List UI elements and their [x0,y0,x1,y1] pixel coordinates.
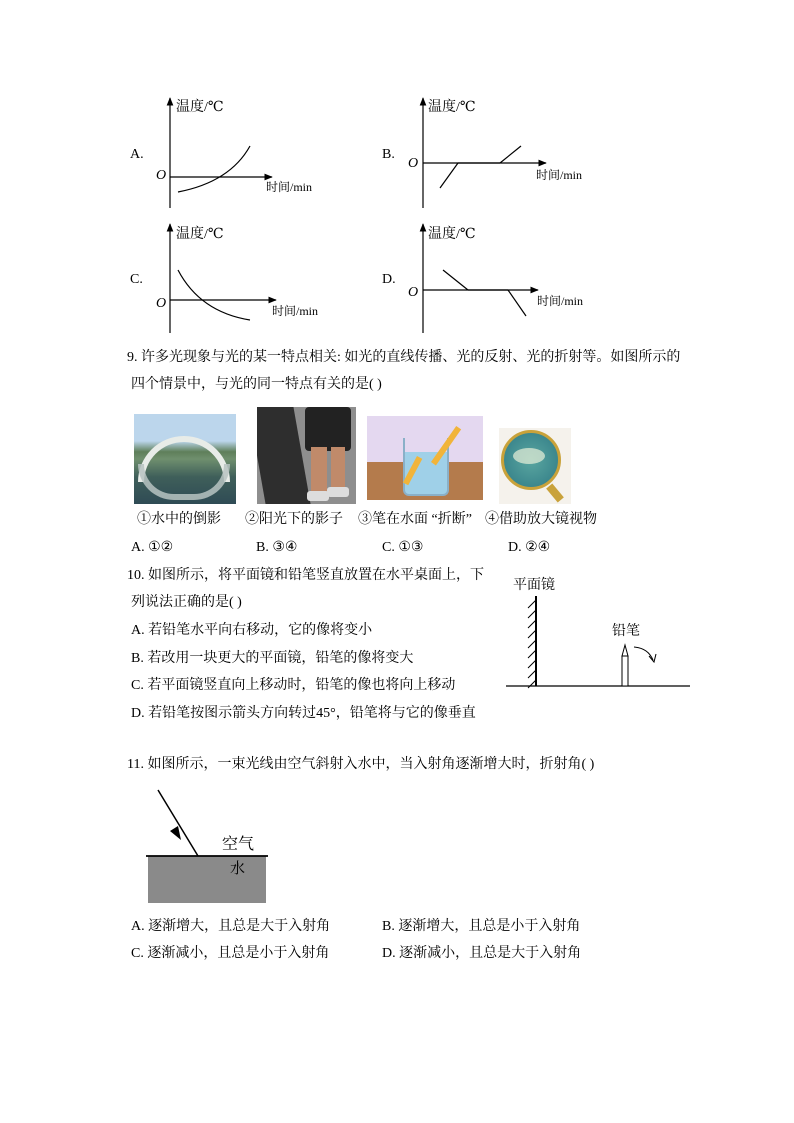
q11-air-label: 空气 [222,834,255,853]
q11-option-c[interactable]: C. 逐渐减小，且总是小于入射角 [131,946,330,961]
magnifier-image [499,428,571,504]
q11-option-a[interactable]: A. 逐渐增大，且总是大于入射角 [131,919,331,934]
q10-option-d[interactable]: D. 若铅笔按图示箭头方向转过45°，铅笔将与它的像垂直 [131,706,476,721]
q9-option-a[interactable]: A. ①② [131,540,174,555]
graph-d-x-label: 时间/min [537,294,584,308]
q10-pencil-label: 铅笔 [612,624,640,639]
q10-option-a[interactable]: A. 若铅笔水平向右移动，它的像将变小 [131,623,373,638]
q10-mirror-label: 平面镜 [513,578,555,593]
graph-c-y-label: 温度/℃ [176,227,224,242]
graph-b-y-label: 温度/℃ [428,100,476,115]
graph-a-origin: O [156,168,167,183]
q9-option-b[interactable]: B. ③④ [256,540,298,555]
bridge-reflection-image [134,414,236,504]
q11-option-d[interactable]: D. 逐渐减小，且总是大于入射角 [382,946,582,961]
q9-caption-4: ④借助放大镜视物 [485,512,597,527]
shadow-image [257,407,356,504]
q10-option-b[interactable]: B. 若改用一块更大的平面镜，铅笔的像将变大 [131,651,414,666]
q9-option-c[interactable]: C. ①③ [382,540,424,555]
graph-d-origin: O [408,285,419,300]
graph-d-option: D. [382,272,396,287]
graph-a-option: A. [130,147,144,162]
graph-c-option: C. [130,272,143,287]
graph-a-x-label: 时间/min [266,180,313,194]
q11-stem: 11. 如图所示，一束光线由空气斜射入水中，当入射角逐渐增大时，折射角( ) [127,757,595,772]
q9-option-d[interactable]: D. ②④ [508,540,551,555]
q9-stem-line1: 9. 许多光现象与光的某一特点相关: 如光的直线传播、光的反射、光的折射等。如图所示的 [127,350,681,365]
q11-water-label: 水 [230,859,246,877]
q10-stem-line1: 10. 如图所示，将平面镜和铅笔竖直放置在水平桌面上，下 [127,568,484,583]
q9-caption-3: ③笔在水面 “折断” [358,512,472,527]
graph-b-option: B. [382,147,395,162]
graph-b-x-label: 时间/min [536,168,583,182]
graph-c-origin: O [156,296,167,311]
graph-d-y-label: 温度/℃ [428,227,476,242]
graph-b-origin: O [408,156,419,171]
q9-stem-line2: 四个情景中，与光的同一特点有关的是( ) [131,377,382,392]
pencil-in-water-image [367,416,483,500]
q11-option-b[interactable]: B. 逐渐增大，且总是小于入射角 [382,919,581,934]
graph-a-y-label: 温度/℃ [176,100,224,115]
q9-caption-1: ①水中的倒影 [137,512,221,527]
q10-diagram [506,596,690,688]
q10-stem-line2: 列说法正确的是( ) [131,595,242,610]
graph-c-x-label: 时间/min [272,304,319,318]
q10-option-c[interactable]: C. 若平面镜竖直向上移动时，铅笔的像也将向上移动 [131,678,456,693]
pencil-icon [622,645,628,686]
q9-caption-2: ②阳光下的影子 [245,512,343,527]
